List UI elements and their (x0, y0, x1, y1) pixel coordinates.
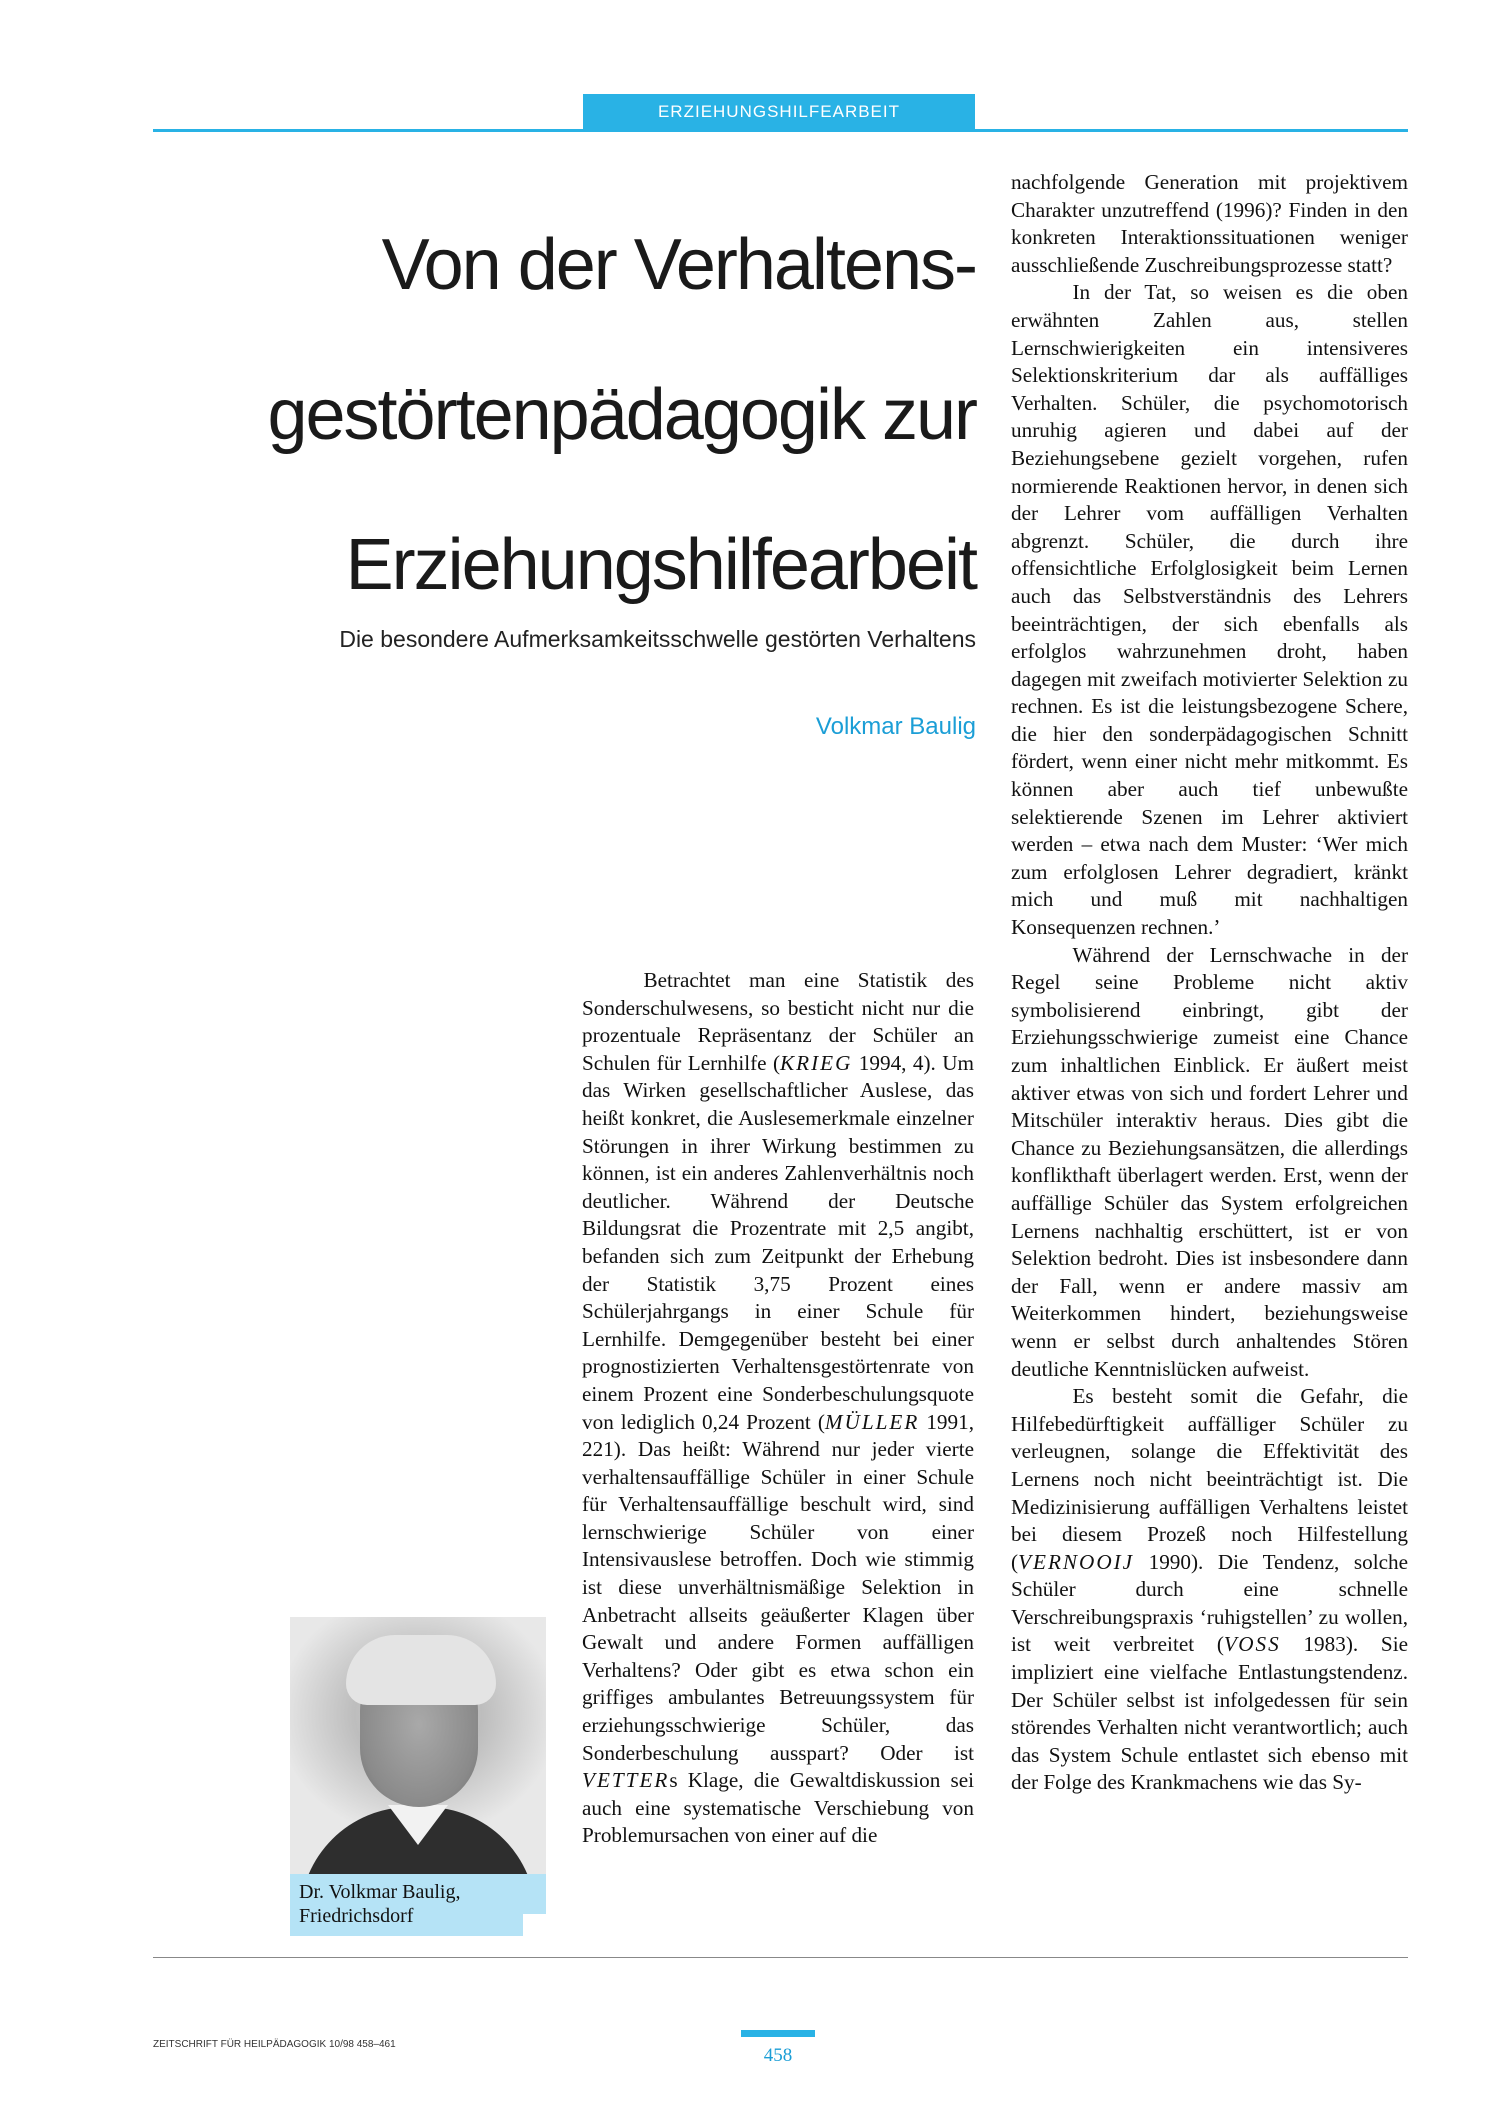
citation: VETTER (582, 1768, 670, 1793)
photo-caption (290, 1874, 523, 1936)
title-line-3: Erziehungshilfearbeit (345, 525, 976, 605)
paragraph: Während der Lernschwache in der Regel seine Probleme nicht aktiv symbolisierend einbringt, gibt der Erziehungsschwierige zumeist eine Chance zum inhaltlichen Einblick. Er äußert meist aktiver etwas von sich und fordert Lehrer und Mitschüler interaktiv heraus. Dies gibt die Chance zu Beziehungsansätzen, die allerdings konflikthaft überlagert werden. Erst, wenn der auffällige Schüler das System erfolgreichen Lernens nachhaltig erschüttert, ist er von Selektion bedroht. Dies ist insbesondere dann der Fall, wenn er andere massiv am Weiterkommen hindert, beziehungsweise wenn er selbst durch anhaltendes Stören deutliche Kenntnislücken aufweist. (1011, 942, 1408, 1381)
article-subtitle: Die besondere Aufmerksamkeitsschwelle gestörten Verhaltens (339, 626, 976, 652)
paragraph: Es besteht somit die Gefahr, die Hilfebedürftigkeit auffälliger Schüler zu verleugnen, solange die Effektivität des Lernens noch nicht beeinträchtigt ist. Die Medizinisierung auffälligen Verhaltens leistet bei diesem Prozeß noch Hilfestellung (VERNOOIJ 1990). Die Tendenz, solche Schüler durch eine schnelle Verschreibungspraxis ‘ruhigstellen’ zu wollen, ist weit verbreitet (VOSS 1983). Sie impliziert eine vielfache Entlastungstendenz. Der Schüler selbst ist infolgedessen für sein störendes Verhalten nicht verantwortlich; auch das System Schule entlastet sich ebenso mit der Folge des Krankmachens wie das Sy- (1011, 1384, 1408, 1795)
caption-line-1: Dr. Volkmar Baulig, (299, 1881, 461, 1903)
citation: KRIEG (780, 1050, 853, 1075)
body-column-right (1011, 169, 1408, 1797)
page-number-bar (741, 2030, 815, 2037)
body-column-left (582, 967, 974, 1850)
title-line-1: Von der Verhaltens- (381, 225, 976, 305)
section-header: ERZIEHUNGSHILFEARBEIT (583, 94, 975, 130)
article-author: Volkmar Baulig (815, 713, 976, 740)
title-line-2: gestörtenpädagogik zur (267, 375, 976, 455)
header-rule (153, 129, 1408, 132)
page-number: 458 (763, 2045, 793, 2066)
paragraph: Betrachtet man eine Statistik des Sonderschulwesens, so besticht nicht nur die prozentuale Repräsentanz der Schüler an Schulen für Lernhilfe (KRIEG 1994, 4). Um das Wirken gesellschaftlicher Auslese, das heißt konkret, die Auslesemerkmale einzelner Störungen in ihrer Wirkung bestimmen zu können, ist ein anderes Zahlenverhältnis noch deutlicher. Während der Deutsche Bildungsrat die Prozentrate mit 2,5 angibt, befanden sich zum Zeitpunkt der Erhebung der Statistik 3,75 Prozent eines Schülerjahrgangs in einer Schule für Lernhilfe. Demgegenüber besteht bei einer prognostizierten Verhaltensgestörtenrate von einem Prozent eine Sonderbeschulungsquote von lediglich 0,24 Prozent (MÜLLER 1991, 221). Das heißt: Während nur jeder vierte verhaltensauffällige Schüler in einer Schule für Verhaltensauffällige beschult wird, sind lernschwierige Schüler von einer Intensivauslese betroffen. Doch wie stimmig ist diese unverhältnismäßige Selektion in Anbetracht allseits geäußerter Klagen über Gewalt und andere Formen auffälligen Verhaltens? Oder gibt es etwa schon ein griffiges ambulantes Betreuungssystem für erziehungsschwierige Schüler, das Sonderbeschulung ausspart? Oder ist VETTERs Klage, die Gewaltdiskussion sei auch eine systematische Verschiebung von Problemursachen von einer auf die (582, 968, 974, 1848)
author-photo (290, 1617, 546, 1874)
citation: VOSS (1223, 1632, 1281, 1657)
journal-reference: ZEITSCHRIFT FÜR HEILPÄDAGOGIK 10/98 458–461 (153, 2039, 396, 2050)
citation: MÜLLER (824, 1409, 920, 1434)
footer-rule (153, 1957, 1408, 1958)
caption-line-2: Friedrichsdorf (299, 1905, 414, 1927)
paragraph: In der Tat, so weisen es die oben erwähnten Zahlen aus, stellen Lernschwierigkeiten ein intensiveres Selektionskriterium dar als auffälliges Verhalten. Schüler, die psychomotorisch unruhig agieren und dabei auf der Beziehungsebene gezielt vorgehen, rufen normierende Reaktionen hervor, in denen sich der Lehrer vom auffälligen Verhalten abgrenzt. Schüler, die durch ihre offensichtliche Erfolglosigkeit beim Lernen auch das Selbstverständnis des Lehrers beeinträchtigen, der sich ebenfalls als erfolglos wahrzunehmen droht, haben dagegen mit zweifach motivierter Selektion zu rechnen. Es ist die leistungsbezogene Schere, die hier den sonderpädagogischen Schnitt fördert, wenn einer nicht mehr mitkommt. Es können aber auch tief unbewußte selektierende Szenen im Lehrer aktiviert werden – etwa nach dem Muster: ‘Wer mich zum erfolglosen Lehrer degradiert, kränkt mich und muß mit nachhaltigen Konsequenzen rechnen.’ (1011, 280, 1408, 940)
citation: VERNOOIJ (1018, 1549, 1135, 1574)
caption-background (523, 1874, 546, 1914)
article-title (150, 190, 976, 640)
paragraph: nachfolgende Generation mit projektivem Charakter unzutreffend (1996)? Finden in den konkreten Interaktionssituationen weniger ausschließende Zuschreibungsprozesse statt? (1011, 170, 1408, 277)
